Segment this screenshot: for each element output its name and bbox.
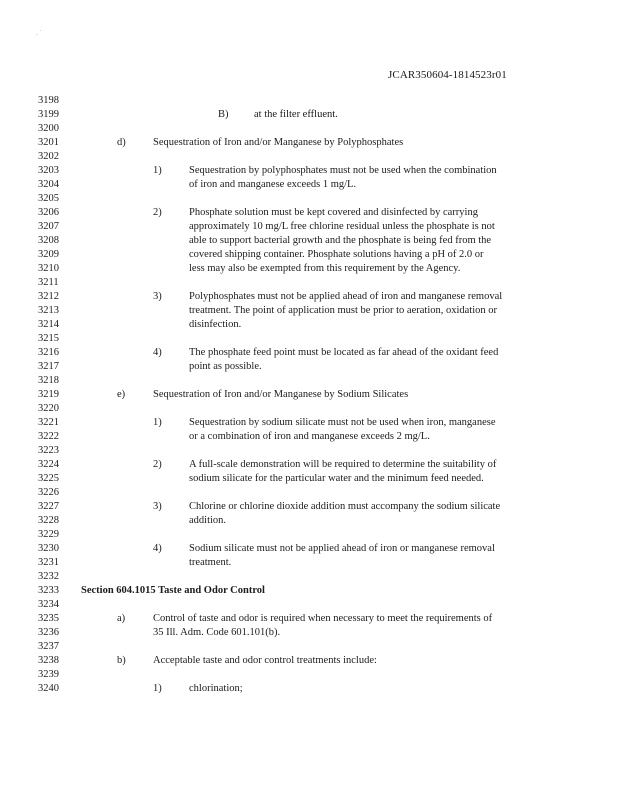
d2-line: approximately 10 mg/L free chlorine residual unless the phosphate is not — [189, 221, 495, 232]
section-b-text: Acceptable taste and odor control treatments include: — [153, 655, 377, 666]
line-number: 3214 — [38, 319, 59, 330]
line-number: 3224 — [38, 459, 59, 470]
d1-line: of iron and manganese exceeds 1 mg/L. — [189, 179, 357, 190]
e1-line: Sequestration by sodium silicate must not be used when iron, manganese — [189, 417, 496, 428]
e4-label: 4) — [153, 543, 162, 554]
item-b-label: B) — [218, 109, 229, 120]
line-number: 3200 — [38, 123, 59, 134]
line-number: 3236 — [38, 627, 59, 638]
line-number: 3204 — [38, 179, 59, 190]
line-number: 3228 — [38, 515, 59, 526]
section-heading: Section 604.1015 Taste and Odor Control — [81, 585, 265, 596]
line-number: 3209 — [38, 249, 59, 260]
d4-label: 4) — [153, 347, 162, 358]
line-number: 3221 — [38, 417, 59, 428]
d3-line: Polyphosphates must not be applied ahead of iron and manganese removal — [189, 291, 503, 302]
d4-line: The phosphate feed point must be located as far ahead of the oxidant feed — [189, 347, 499, 358]
e2-line: sodium silicate for the particular water and the minimum feed needed. — [189, 473, 484, 484]
line-number: 3231 — [38, 557, 59, 568]
line-number: 3226 — [38, 487, 59, 498]
e1-line: or a combination of iron and manganese exceeds 2 mg/L. — [189, 431, 430, 442]
line-number: 3233 — [38, 585, 59, 596]
item-b-text: at the filter effluent. — [254, 109, 338, 120]
e3-label: 3) — [153, 501, 162, 512]
d3-line: disinfection. — [189, 319, 242, 330]
e3-line: Chlorine or chlorine dioxide addition must accompany the sodium silicate — [189, 501, 501, 512]
line-number: 3240 — [38, 683, 59, 694]
line-number: 3219 — [38, 389, 59, 400]
line-number: 3238 — [38, 655, 59, 666]
line-number: 3232 — [38, 571, 59, 582]
e4-line: treatment. — [189, 557, 232, 568]
line-number: 3217 — [38, 361, 59, 372]
section-a-line: 35 Ill. Adm. Code 601.101(b). — [153, 627, 281, 638]
line-number: 3202 — [38, 151, 59, 162]
line-number: 3220 — [38, 403, 59, 414]
d1-label: 1) — [153, 165, 162, 176]
line-number: 3201 — [38, 137, 59, 148]
subsection-d-label: d) — [117, 137, 126, 148]
line-number: 3237 — [38, 641, 59, 652]
d2-line: Phosphate solution must be kept covered and disinfected by carrying — [189, 207, 478, 218]
line-number: 3213 — [38, 305, 59, 316]
scan-specks: . ˙ — [36, 29, 42, 37]
d2-line: able to support bacterial growth and the phosphate is being fed from the — [189, 235, 492, 246]
line-number: 3222 — [38, 431, 59, 442]
line-number: 3229 — [38, 529, 59, 540]
line-number: 3212 — [38, 291, 59, 302]
d1-line: Sequestration by polyphosphates must not be used when the combination — [189, 165, 497, 176]
line-number: 3216 — [38, 347, 59, 358]
line-number: 3227 — [38, 501, 59, 512]
section-a-line: Control of taste and odor is required when necessary to meet the requirements of — [153, 613, 493, 624]
line-number: 3230 — [38, 543, 59, 554]
e4-line: Sodium silicate must not be applied ahead of iron or manganese removal — [189, 543, 495, 554]
e2-label: 2) — [153, 459, 162, 470]
section-b1-text: chlorination; — [189, 683, 243, 694]
d3-label: 3) — [153, 291, 162, 302]
d3-line: treatment. The point of application must be prior to aeration, oxidation or — [189, 305, 498, 316]
e3-line: addition. — [189, 515, 227, 526]
section-b1-label: 1) — [153, 683, 162, 694]
line-number: 3203 — [38, 165, 59, 176]
line-number: 3210 — [38, 263, 59, 274]
section-a-label: a) — [117, 613, 126, 624]
subsection-e-heading: Sequestration of Iron and/or Manganese by Sodium Silicates — [153, 389, 409, 400]
line-number: 3198 — [38, 95, 59, 106]
line-number: 3225 — [38, 473, 59, 484]
d2-line: covered shipping container. Phosphate solutions having a pH of 2.0 or — [189, 249, 484, 260]
subsection-e-label: e) — [117, 389, 126, 400]
d4-line: point as possible. — [189, 361, 262, 372]
line-number: 3199 — [38, 109, 59, 120]
line-number: 3235 — [38, 613, 59, 624]
subsection-d-heading: Sequestration of Iron and/or Manganese by Polyphosphates — [153, 137, 404, 148]
line-number: 3211 — [38, 277, 59, 288]
line-number: 3223 — [38, 445, 59, 456]
line-number: 3215 — [38, 333, 59, 344]
e2-line: A full-scale demonstration will be required to determine the suitability of — [189, 459, 497, 470]
line-number: 3205 — [38, 193, 59, 204]
line-number: 3234 — [38, 599, 59, 610]
line-number: 3208 — [38, 235, 59, 246]
d2-label: 2) — [153, 207, 162, 218]
line-number: 3239 — [38, 669, 59, 680]
line-number: 3206 — [38, 207, 59, 218]
d2-line: less may also be exempted from this requirement by the Agency. — [189, 263, 461, 274]
document-id-header: JCAR350604-1814523r01 — [388, 69, 507, 81]
e1-label: 1) — [153, 417, 162, 428]
line-number: 3207 — [38, 221, 59, 232]
section-b-label: b) — [117, 655, 126, 666]
line-number: 3218 — [38, 375, 59, 386]
